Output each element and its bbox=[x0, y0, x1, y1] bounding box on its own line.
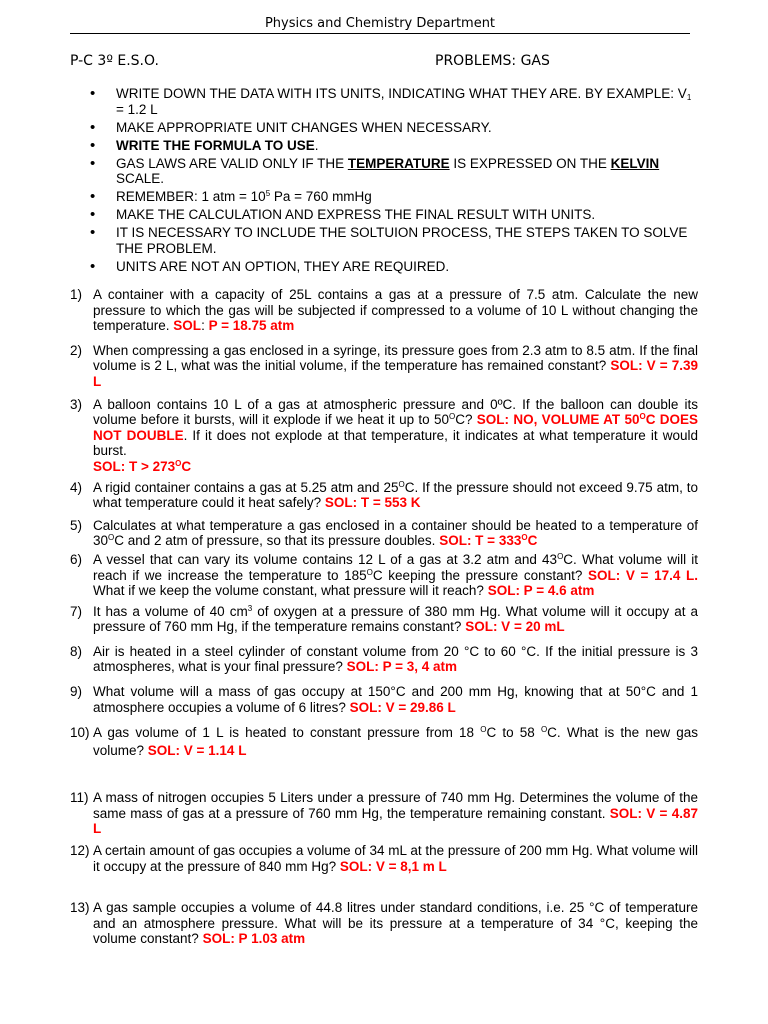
instructions-list bbox=[90, 86, 700, 277]
temperature-emphasis: TEMPERATURE bbox=[347, 155, 450, 171]
instruction-item: • WRITE THE FORMULA TO USE. bbox=[90, 138, 700, 154]
problem-8: 8) Air is heated in a steel cylinder of constant volume from 20 °C to 60 °C. If the initial pressure is 3 atmospheres, what is your final pressure? SOL: P = 3, 4 atm bbox=[70, 643, 698, 675]
solution: SOL: NO, VOLUME AT $50^OC$ DOES NOT DOUBLE bbox=[93, 412, 699, 443]
solution: SOL: V = 7.39 L bbox=[93, 358, 698, 389]
solution: SOL: $T = 333^OC$ bbox=[439, 533, 538, 549]
problem-1: 1) A container with a capacity of 25L contains a gas at a pressure of 7.5 atm. Calculate the new pressure to which the gas will be subjected if compressed to a volume of 10 L without changing the temperature. SOL: P = 18.75 atm bbox=[70, 287, 698, 334]
solution: SOL: V = 1.14 L bbox=[147, 743, 247, 759]
instruction-item: • GAS LAWS ARE VALID ONLY IF THE TEMPERATURE IS EXPRESSED ON THE KELVIN SCALE. bbox=[90, 156, 700, 187]
solution: SOL: V = 29.86 L bbox=[349, 699, 456, 715]
instruction-item: • IT IS NECESSARY TO INCLUDE THE SOLTUION PROCESS, THE STEPS TAKEN TO SOLVE THE PROBLEM. bbox=[90, 225, 700, 256]
instruction-item: • REMEMBER: 1 atm = $10^5$ Pa = 760 mmHg bbox=[90, 189, 700, 205]
instruction-item: • MAKE THE CALCULATION AND EXPRESS THE FINAL RESULT WITH UNITS. bbox=[90, 207, 700, 223]
course-line bbox=[70, 53, 690, 71]
problem-5: 5) Calculates at what temperature a gas enclosed in a container should be heated to a temperature of $30^OC$ and 2 atm of pressure, so that its pressure doubles. SOL: $T = 333^OC$ bbox=[70, 517, 698, 549]
department-header: Physics and Chemistry Department bbox=[70, 16, 690, 34]
solution: SOL: V = 17.4 L. bbox=[588, 567, 699, 583]
problem-9: 9) What volume will a mass of gas occupy at 150°C and 200 mm Hg, knowing that at 50°C and 1 atmosphere occupies a volume of 6 litres? SOL: V = 29.86 L bbox=[70, 684, 698, 715]
instruction-item: • MAKE APPROPRIATE UNIT CHANGES WHEN NECESSARY. bbox=[90, 120, 700, 136]
solution: SOL: P = 3, 4 atm bbox=[346, 659, 458, 675]
solution: SOL: P = 4.6 atm bbox=[487, 583, 595, 599]
solution: P = 18.75 atm bbox=[208, 318, 295, 334]
instruction-item: • UNITS ARE NOT AN OPTION, THEY ARE REQUIRED. bbox=[90, 259, 700, 275]
problem-11: 11) A mass of nitrogen occupies 5 Liters under a pressure of 740 mm Hg. Determines the volume of the same mass of gas at a pressure of 760 mm Hg, the temperature remaining constant. SOL: V = 4.87 L bbox=[70, 790, 698, 837]
problem-list bbox=[70, 287, 698, 947]
problem-6: 6) A vessel that can vary its volume contains 12 L of a gas at 3.2 atm and $43^OC$. What volume will it reach if we increase the temperature to $185^OC$ keeping the pressure constant? SOL: V = 17.4 L. What if we keep the volume constant, what pressure will it reach? SOL: P = 4.6 atm bbox=[70, 551, 699, 599]
solution: SOL: V = 8,1 m L bbox=[339, 858, 447, 874]
problem-3: 3) A balloon contains 10 L of a gas at atmospheric pressure and 0ºC. If the balloon can double its volume before it bursts, will it explode if we heat it up to $50^OC$? SOL: NO, VOLUME AT $50^OC$ DOES NOT DOUBLE. If it does not explode at that temperature, it indicates at what temperature it would burst. SOL: $T > 273^OC$ bbox=[70, 396, 699, 474]
topic-label: PROBLEMS: GAS bbox=[435, 53, 550, 69]
problem-10: 10) A gas volume of 1 L is heated to constant pressure from 18 $^O$C to 58 $^O$C. What is the new gas volume? SOL: V = 1.14 L bbox=[70, 725, 699, 759]
problem-2: 2) When compressing a gas enclosed in a syringe, its pressure goes from 2.3 atm to 8.5 atm. If the final volume is 2 L, what was the initial volume, if the temperature has remained constant? SOL: V = 7.39 L bbox=[70, 342, 698, 389]
course-label: P-C 3º E.S.O. bbox=[70, 53, 159, 69]
solution: SOL: V = 20 mL bbox=[465, 619, 565, 635]
solution: SOL: T = 553 K bbox=[324, 495, 421, 511]
solution: SOL: $T > 273^OC$ bbox=[93, 458, 192, 474]
problem-4: 4) A rigid container contains a gas at 5.25 atm and $25^OC$. If the pressure should not exceed 9.75 atm, to what temperature could it heat safely? SOL: T = 553 K bbox=[70, 479, 699, 511]
problem-12: 12) A certain amount of gas occupies a volume of 34 mL at the pressure of 200 mm Hg. What volume will it occupy at the pressure of 840 mm Hg? SOL: V = 8,1 m L bbox=[70, 843, 698, 874]
instruction-item: • WRITE DOWN THE DATA WITH ITS UNITS, INDICATING WHAT THEY ARE. BY EXAMPLE: $V_1 = 1.2$ L bbox=[90, 86, 700, 117]
kelvin-emphasis: KELVIN bbox=[610, 155, 660, 171]
problem-7: 7) It has a volume of 40 $cm^3$ of oxygen at a pressure of 380 mm Hg. What volume will it occupy at a pressure of 760 mm Hg, if the temperature remains constant? SOL: V = 20 mL bbox=[70, 603, 698, 635]
problem-13: 13) A gas sample occupies a volume of 44.8 litres under standard conditions, i.e. 25 °C of temperature and an atmosphere pressure. What will be its pressure at a temperature of 34 °C, keeping the volume constant? SOL: P 1.03 atm bbox=[70, 900, 698, 947]
solution: SOL: P 1.03 atm bbox=[202, 931, 306, 947]
solution: SOL: V = 4.87 L bbox=[93, 805, 698, 837]
